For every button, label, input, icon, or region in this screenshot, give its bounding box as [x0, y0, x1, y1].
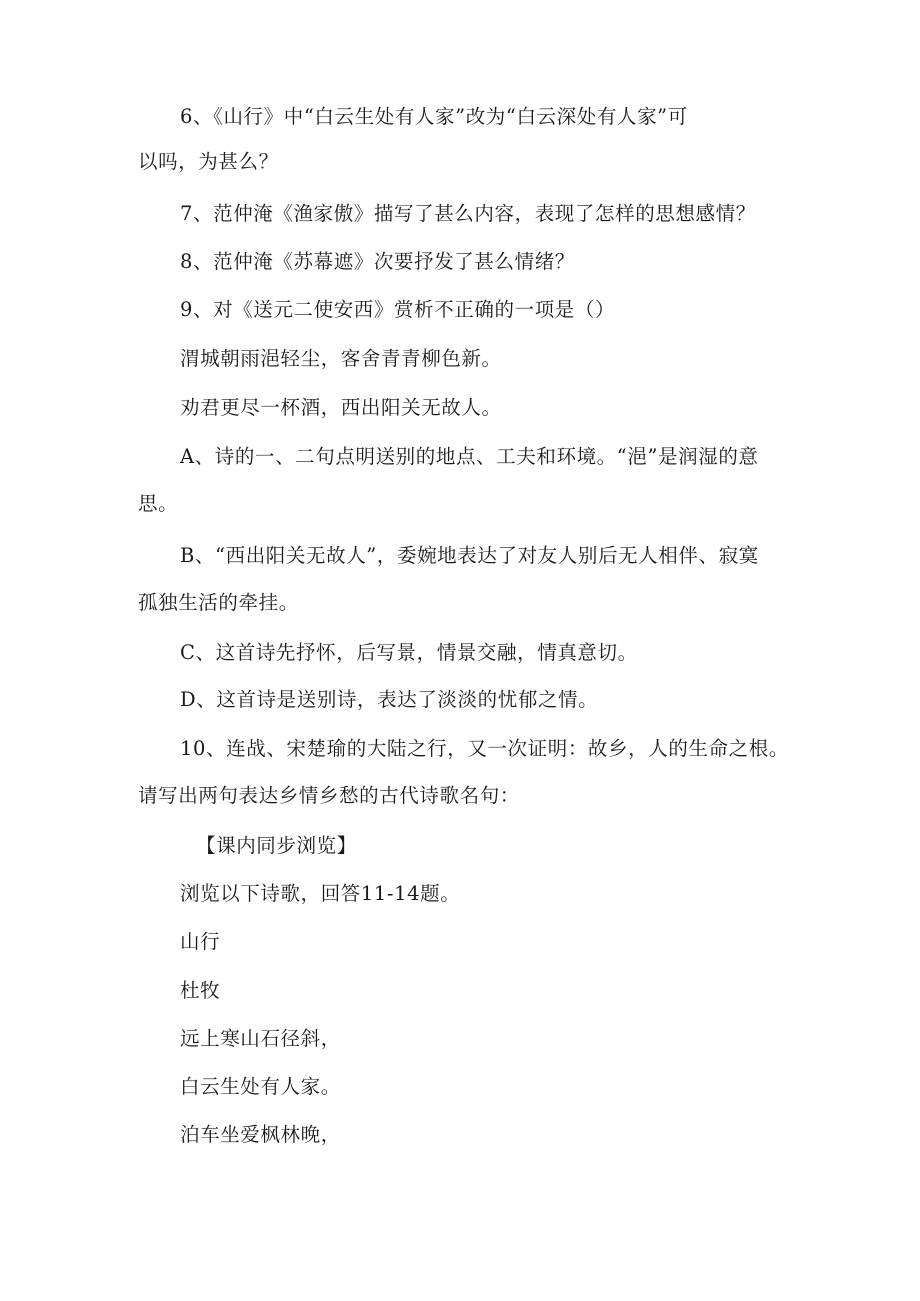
option-b-line-2: 孤独生活的牵挂。: [138, 591, 299, 614]
section-heading: 【课内同步浏览】: [196, 834, 357, 857]
option-d: D、这首诗是送别诗，表达了淡淡的忧郁之情。: [180, 688, 599, 711]
poem-verse-1: 远上寒山石径斜，: [180, 1027, 341, 1050]
reading-instruction: 浏览以下诗歌，回答11-14题。: [180, 882, 461, 905]
poem-title: 山行: [180, 930, 221, 953]
option-c: C、这首诗先抒怀，后写景，情景交融，情真意切。: [180, 641, 638, 664]
question-9: 9、对《送元二使安西》赏析不正确的一项是（）: [180, 298, 616, 321]
option-a-line-1: A、诗的一、二句点明送别的地点、工夫和环境。“浥”是润湿的意: [180, 445, 759, 468]
question-6-line-1: 6、《山行》中“白云生处有人家”改为“白云深处有人家”可: [180, 105, 688, 128]
option-b-line-1: B、“西出阳关无故人”，委婉地表达了对友人别后无人相伴、寂寞: [180, 544, 759, 567]
poem-author: 杜牧: [180, 979, 221, 1002]
poem-line-2: 劝君更尽一杯酒，西出阳关无故人。: [180, 396, 502, 419]
poem-line-1: 渭城朝雨浥轻尘，客舍青青柳色新。: [180, 347, 502, 370]
poem-verse-3: 泊车坐爱枫林晚，: [180, 1123, 341, 1146]
option-a-line-2: 思。: [138, 492, 179, 515]
question-7: 7、范仲淹《渔家傲》描写了甚么内容，表现了怎样的思想感情？: [180, 202, 756, 225]
poem-verse-2: 白云生处有人家。: [180, 1075, 341, 1098]
question-8: 8、范仲淹《苏幕遮》次要抒发了甚么情绪？: [180, 250, 575, 273]
question-10-line-1: 10、连战、宋楚瑜的大陆之行，又一次证明：故乡，人的生命之根。: [180, 737, 789, 760]
question-10-line-2: 请写出两句表达乡情乡愁的古代诗歌名句：: [138, 784, 520, 807]
question-6-line-2: 以吗，为甚么？: [138, 150, 279, 173]
